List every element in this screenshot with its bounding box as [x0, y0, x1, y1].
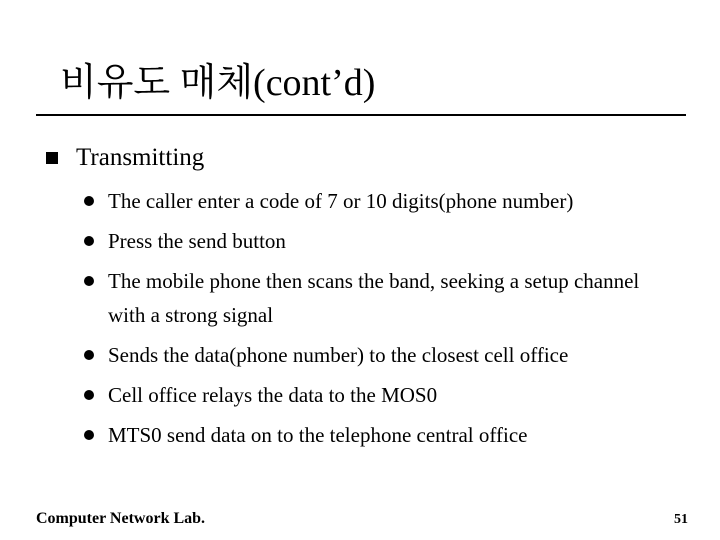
section-heading: Transmitting — [76, 144, 205, 171]
round-bullet-icon — [84, 276, 94, 286]
list-item — [84, 418, 704, 452]
round-bullet-icon — [84, 350, 94, 360]
list-item — [84, 224, 704, 258]
page-number: 51 — [674, 512, 688, 527]
round-bullet-icon — [84, 236, 94, 246]
section-heading-row — [46, 140, 204, 176]
round-bullet-icon — [84, 196, 94, 206]
list-item-text: Cell office relays the data to the MOS0 — [108, 383, 438, 407]
list-item — [84, 378, 704, 412]
list-item-text: Sends the data(phone number) to the closest cell office — [108, 343, 569, 367]
list-item-text: MTS0 send data on to the telephone central office — [108, 423, 528, 447]
list-item — [84, 184, 704, 218]
square-bullet-icon — [46, 152, 58, 164]
bullet-list — [84, 184, 704, 458]
list-item — [84, 264, 704, 332]
list-item-text: Press the send button — [108, 229, 286, 253]
footer-label: Computer Network Lab. — [36, 510, 206, 527]
round-bullet-icon — [84, 390, 94, 400]
list-item-text: The mobile phone then scans the band, seeking a setup channel with a strong signal — [108, 269, 640, 327]
list-item-text: The caller enter a code of 7 or 10 digits(phone number) — [108, 189, 574, 213]
title-divider — [36, 114, 686, 116]
slide-title: 비유도 매체(cont’d) — [60, 62, 376, 104]
round-bullet-icon — [84, 430, 94, 440]
list-item — [84, 338, 704, 372]
